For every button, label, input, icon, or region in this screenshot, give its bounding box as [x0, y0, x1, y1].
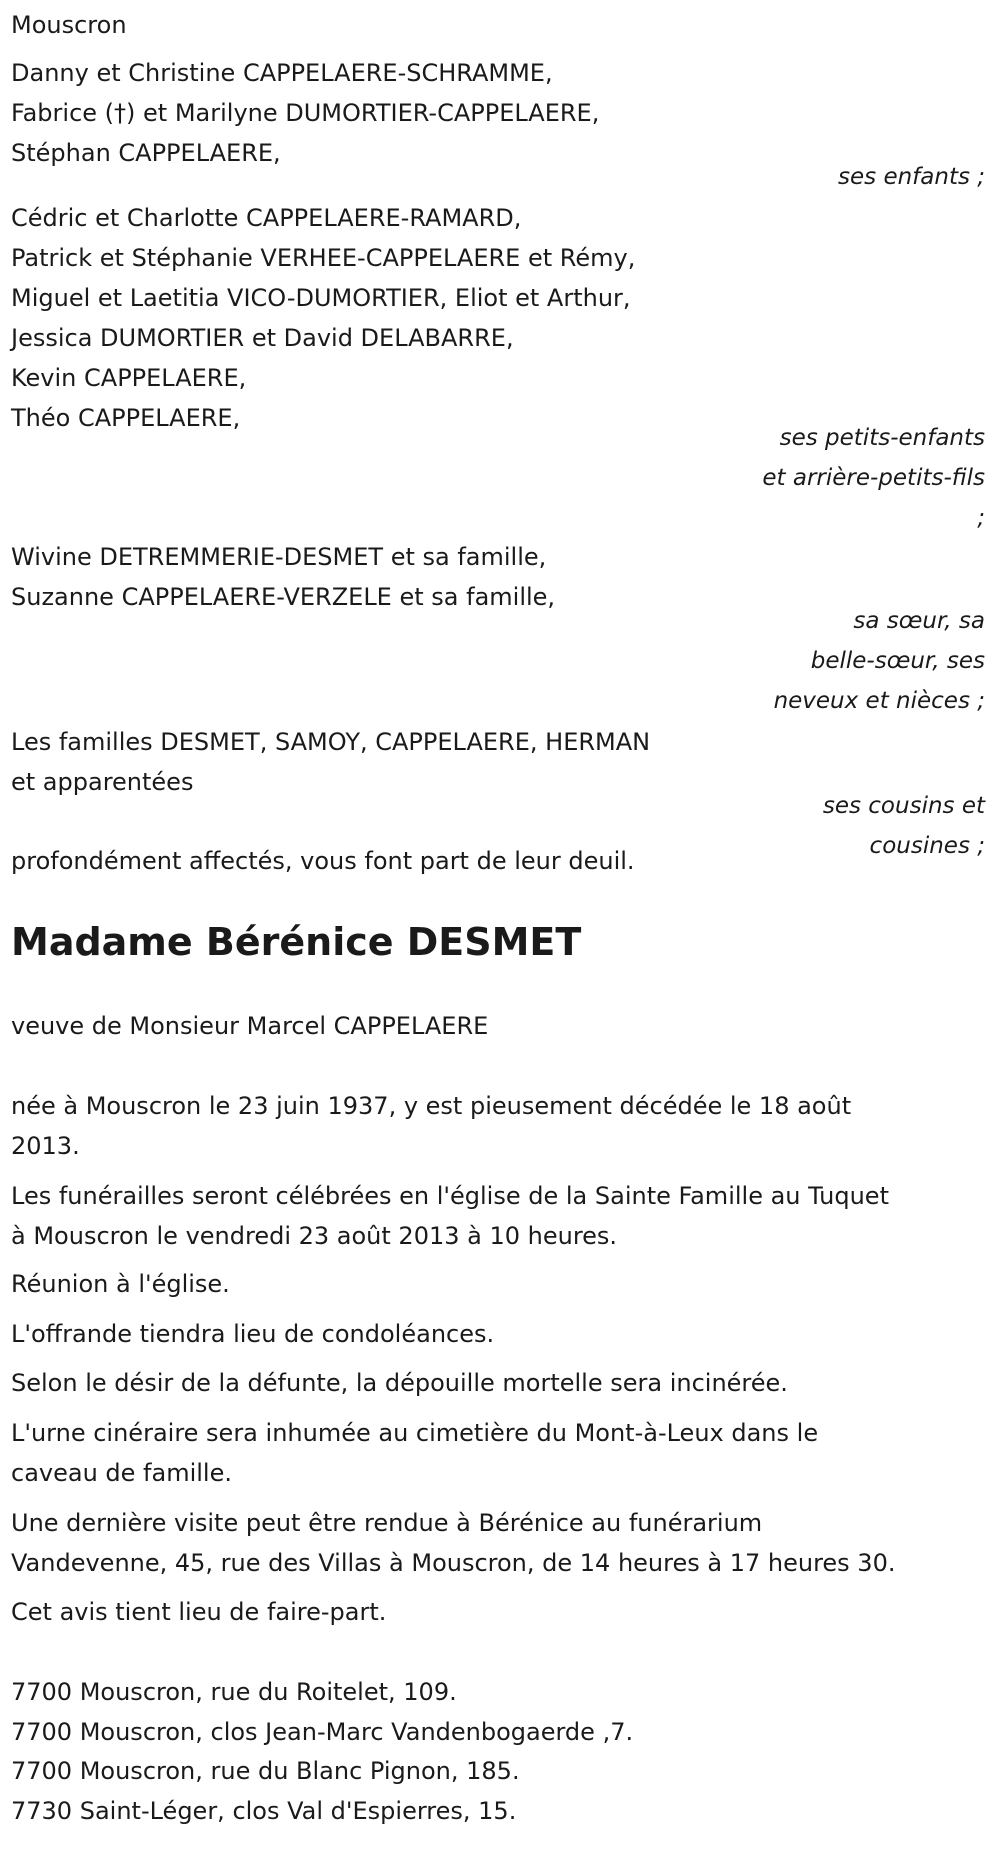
deceased-name: Madame Bérénice DESMET	[11, 920, 582, 964]
grandchildren-line: Miguel et Laetitia VICO-DUMORTIER, Eliot et Arthur,	[11, 284, 631, 312]
urn-line: L'urne cinéraire sera inhumée au cimetière du Mont-à-Leux dans le	[11, 1419, 819, 1447]
children-line: Fabrice (†) et Marilyne DUMORTIER-CAPPELAERE,	[11, 99, 600, 127]
address-line: 7730 Saint-Léger, clos Val d'Espierres, 15.	[11, 1797, 517, 1825]
mourning-text: profondément affectés, vous font part de leur deuil.	[11, 847, 635, 875]
siblings-relation: neveux et nièces ;	[773, 688, 985, 714]
birth-death-line: née à Mouscron le 23 juin 1937, y est pieusement décédée le 18 août	[11, 1092, 852, 1120]
visit-line: Vandevenne, 45, rue des Villas à Mouscron, de 14 heures à 17 heures 30.	[11, 1549, 896, 1577]
children-relation: ses enfants ;	[838, 164, 985, 190]
widow-of: veuve de Monsieur Marcel CAPPELAERE	[11, 1012, 489, 1040]
grandchildren-line: Théo CAPPELAERE,	[11, 404, 241, 432]
visit-line: Une dernière visite peut être rendue à Bérénice au funérarium	[11, 1509, 763, 1537]
meeting-line: Réunion à l'église.	[11, 1270, 230, 1298]
city-header: Mouscron	[11, 11, 127, 39]
grandchildren-line: Patrick et Stéphanie VERHEE-CAPPELAERE et Rémy,	[11, 244, 636, 272]
families-relation: ses cousins et	[822, 793, 985, 819]
address-line: 7700 Mouscron, clos Jean-Marc Vandenbogaerde ,7.	[11, 1718, 634, 1746]
funeral-line: Les funérailles seront célébrées en l'église de la Sainte Famille au Tuquet	[11, 1182, 889, 1210]
cremation-line: Selon le désir de la défunte, la dépouille mortelle sera incinérée.	[11, 1369, 788, 1397]
grandchildren-line: Cédric et Charlotte CAPPELAERE-RAMARD,	[11, 204, 522, 232]
grandchildren-relation: ;	[977, 505, 985, 531]
children-line: Danny et Christine CAPPELAERE-SCHRAMME,	[11, 59, 553, 87]
families-line: Les familles DESMET, SAMOY, CAPPELAERE, HERMAN	[11, 728, 651, 756]
funeral-line: à Mouscron le vendredi 23 août 2013 à 10 heures.	[11, 1222, 618, 1250]
siblings-line: Suzanne CAPPELAERE-VERZELE et sa famille,	[11, 583, 556, 611]
birth-death-line: 2013.	[11, 1132, 80, 1160]
grandchildren-line: Jessica DUMORTIER et David DELABARRE,	[11, 324, 514, 352]
address-line: 7700 Mouscron, rue du Blanc Pignon, 185.	[11, 1757, 520, 1785]
grandchildren-line: Kevin CAPPELAERE,	[11, 364, 247, 392]
grandchildren-relation: ses petits-enfants	[779, 425, 985, 451]
offering-line: L'offrande tiendra lieu de condoléances.	[11, 1320, 495, 1348]
address-line: 7700 Mouscron, rue du Roitelet, 109.	[11, 1678, 457, 1706]
grandchildren-relation: et arrière-petits-fils	[762, 465, 985, 491]
notice-line: Cet avis tient lieu de faire-part.	[11, 1598, 387, 1626]
siblings-relation: belle-sœur, ses	[810, 648, 985, 674]
siblings-line: Wivine DETREMMERIE-DESMET et sa famille,	[11, 543, 547, 571]
children-line: Stéphan CAPPELAERE,	[11, 139, 281, 167]
families-line: et apparentées	[11, 768, 194, 796]
families-relation: cousines ;	[869, 833, 985, 859]
siblings-relation: sa sœur, sa	[853, 608, 985, 634]
urn-line: caveau de famille.	[11, 1459, 232, 1487]
